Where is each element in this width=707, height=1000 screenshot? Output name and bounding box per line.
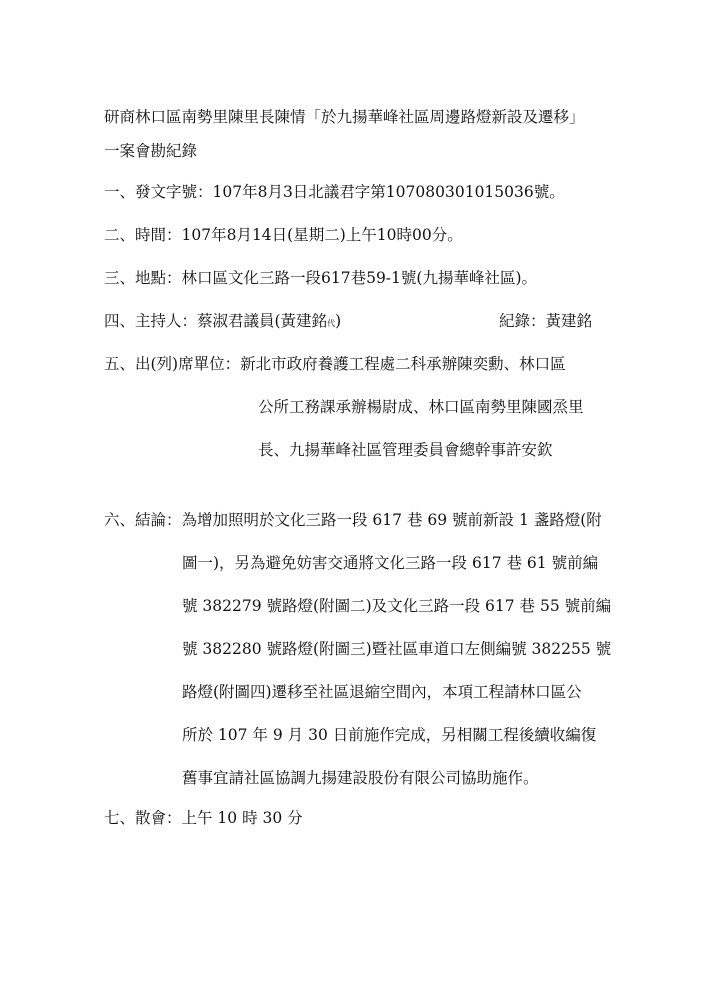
item-conclusion-line-2: 圖一)，另為避免妨害交通將文化三路一段 617 巷 61 號前編	[182, 554, 599, 572]
item-host	[104, 311, 341, 334]
item-place: 三、地點：林口區文化三路一段617巷59-1號(九揚華峰社區)。	[104, 269, 538, 287]
document-title-line-2: 一案會勘紀錄	[104, 142, 198, 160]
item-conclusion-line-4: 號 382280 號路燈(附圖三)暨社區車道口左側編號 382255 號	[182, 640, 612, 658]
host-label: 四、主持人：蔡淑君議員(黃建銘	[104, 312, 328, 330]
item-attendees-line-2: 公所工務課承辦楊尉成、林口區南勢里陳國烝里	[258, 398, 584, 416]
item-conclusion-line-3: 號 382279 號路燈(附圖二)及文化三路一段 617 巷 55 號前編	[182, 597, 612, 615]
item-attendees-line-1: 五、出(列)席單位：新北市政府養護工程處二科承辦陳奕勳、林口區	[104, 355, 566, 373]
item-conclusion-line-5: 路燈(附圖四)遷移至社區退縮空間內，本項工程請林口區公	[182, 683, 582, 701]
item-adjourn: 七、散會：上午 10 時 30 分	[104, 809, 303, 827]
item-document-number: 一、發文字號：107年8月3日北議君字第107080301015036號。	[104, 183, 565, 201]
item-conclusion-line-1: 六、結論：為增加照明於文化三路一段 617 巷 69 號前新設 1 盞路燈(附	[104, 511, 602, 529]
host-close-paren: )	[335, 312, 342, 330]
item-time: 二、時間：107年8月14日(星期二)上午10時00分。	[104, 226, 463, 244]
host-proxy-mark: 代	[327, 319, 336, 328]
item-conclusion-line-6: 所於 107 年 9 月 30 日前施作完成，另相關工程後續收編復	[182, 726, 597, 744]
document-title-line-1: 研商林口區南勢里陳里長陳情「於九揚華峰社區周邊路燈新設及遷移」	[104, 108, 585, 126]
item-conclusion-line-7: 舊事宜請社區協調九揚建設股份有限公司協助施作。	[182, 769, 539, 787]
item-recorder: 紀錄：黃建銘	[499, 312, 593, 330]
item-attendees-line-3: 長、九揚華峰社區管理委員會總幹事許安欽	[258, 441, 553, 459]
